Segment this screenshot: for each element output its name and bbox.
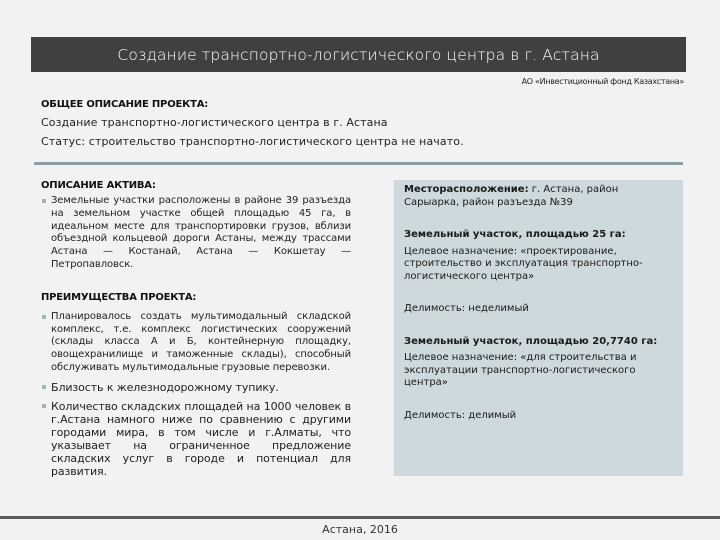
location-value: г. Астана, район Сарыарка, район разъезда №39 xyxy=(404,184,619,208)
advantages-list xyxy=(41,311,351,478)
asset-heading: ОПИСАНИЕ АКТИВА: xyxy=(41,180,156,191)
location-block xyxy=(404,184,673,209)
bullet-icon xyxy=(42,315,46,319)
project-name: Создание транспортно-логистического центра в г. Астана xyxy=(41,116,388,129)
list-item: Близость к железнодорожному тупику. xyxy=(41,381,351,394)
plot1-purpose: Целевое назначение: «проектирование, строительство и эксплуатация транспортно-логистического центра» xyxy=(404,245,643,282)
footer-text: Астана, 2016 xyxy=(322,523,398,536)
location-label: Месторасположение: xyxy=(404,184,529,195)
overview-heading: ОБЩЕЕ ОПИСАНИЕ ПРОЕКТА: xyxy=(41,99,209,110)
bullet-icon xyxy=(42,404,46,408)
organization-label: АО «Инвестиционный фонд Казахстана» xyxy=(521,77,684,86)
left-column xyxy=(41,180,351,478)
section-divider xyxy=(34,162,683,165)
advantages-heading: ПРЕИМУЩЕСТВА ПРОЕКТА: xyxy=(41,291,197,303)
list-item: Земельные участки расположены в районе 39 разъезда на земельном участке общей площадью 45 га, в идеальном месте для транспортировки грузов, вблизи объездной кольцевой дороги Астаны, между трассами Астана — Костанай, Астана — Кокшетау — Петропавловск. xyxy=(41,195,351,272)
plot1-label: Земельный участок, площадью 25 га: xyxy=(404,229,626,240)
list-item: Количество складских площадей на 1000 человек в г.Астана намного ниже по сравнению с другими городами мира, в том числе и г.Алматы, что указывает на ограниченное предложение складских услуг в городе и потенциал для развития. xyxy=(41,400,351,478)
bullet-icon xyxy=(42,385,46,389)
footer-divider xyxy=(0,516,720,519)
list-item: Планировалось создать мультимодальный складской комплекс, т.е. комплекс логистических сооружений (склады класса А и Б, контейнерную площадку, овощехранилище и таможенные склады), способный обслуживать мультимодальные грузовые перевозки. xyxy=(41,311,351,375)
plot2-purpose: Целевое назначение: «для строительства и эксплуатации транспортно-логистического центра» xyxy=(404,352,637,388)
plot1-block xyxy=(404,229,673,283)
title-bar xyxy=(31,37,686,72)
plot2-block xyxy=(404,336,673,390)
page-title: Создание транспортно-логистического центра в г. Астана xyxy=(117,45,600,64)
plot2-divisibility: Делимость: делимый xyxy=(404,409,517,421)
plot1-divisibility: Делимость: неделимый xyxy=(404,303,529,314)
plot2-label: Земельный участок, площадью 20,7740 га: xyxy=(404,335,658,347)
project-overview xyxy=(41,99,641,148)
asset-list xyxy=(41,195,351,272)
bullet-icon xyxy=(42,199,46,203)
details-panel xyxy=(394,180,683,476)
project-status: Статус: строительство транспортно-логистического центра не начато. xyxy=(41,135,464,148)
